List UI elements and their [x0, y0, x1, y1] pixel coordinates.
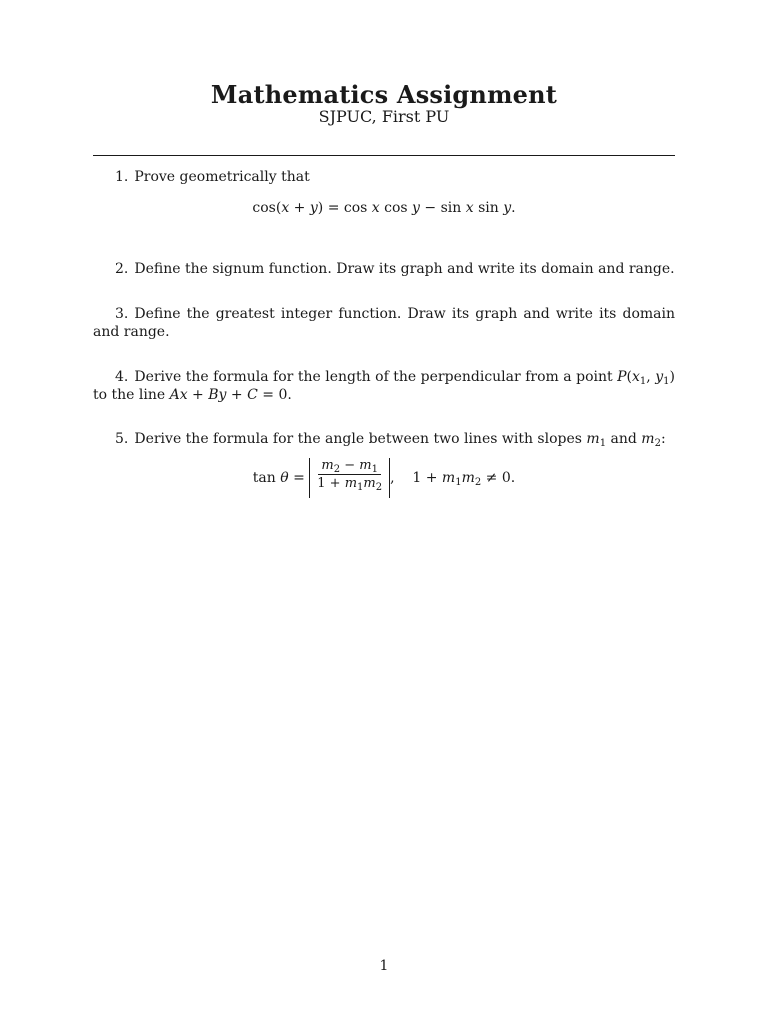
question-5: 5. Derive the formula for the angle between two lines with slopes $m_1$ and $m_2$:	[115, 431, 666, 449]
question-number: 4.	[115, 369, 129, 385]
question-text: to the line	[93, 387, 166, 403]
document-subtitle: SJPUC, First PU	[318, 107, 450, 126]
question-text: Define the signum function. Draw its graph and write its domain and range.	[134, 261, 675, 277]
question-2	[93, 260, 675, 278]
question-number: 1.	[115, 169, 129, 185]
question-text: and	[610, 431, 637, 447]
question-text: Derive the formula for the angle between two lines with slopes	[134, 431, 582, 447]
question-text: Derive the formula for the length of the perpendicular from a point	[134, 369, 613, 385]
absolute-value	[309, 458, 390, 498]
question-number: 5.	[115, 431, 129, 447]
question-number: 2.	[115, 261, 129, 277]
question-4: 4. Derive the formula for the length of the perpendicular from a point $P(x_1$, $y_1$) to the line Ax + By + C = 0.	[93, 369, 676, 403]
question-text: Define the greatest integer function. Draw its graph and write its domain and range.	[93, 306, 675, 340]
question-1	[93, 168, 675, 186]
equation-tangent-angle: tan θ = $\frac{m_2 - m_1}{1 + m_1m_2}$ , $1 + m_1m_2 \ne 0$.	[93, 458, 675, 498]
question-text: Prove geometrically that	[134, 169, 310, 185]
document-title: Mathematics Assignment	[210, 80, 558, 109]
horizontal-rule	[93, 155, 675, 156]
page-number: 1	[379, 958, 389, 974]
question-3	[93, 305, 675, 341]
question-number: 3.	[115, 306, 129, 322]
fraction: $\frac{m_2 - m_1}{1 + m_1m_2}$	[317, 458, 383, 493]
equation-cosine-sum: cos(x + y) = cos x cos y − sin x sin y.	[252, 200, 516, 216]
